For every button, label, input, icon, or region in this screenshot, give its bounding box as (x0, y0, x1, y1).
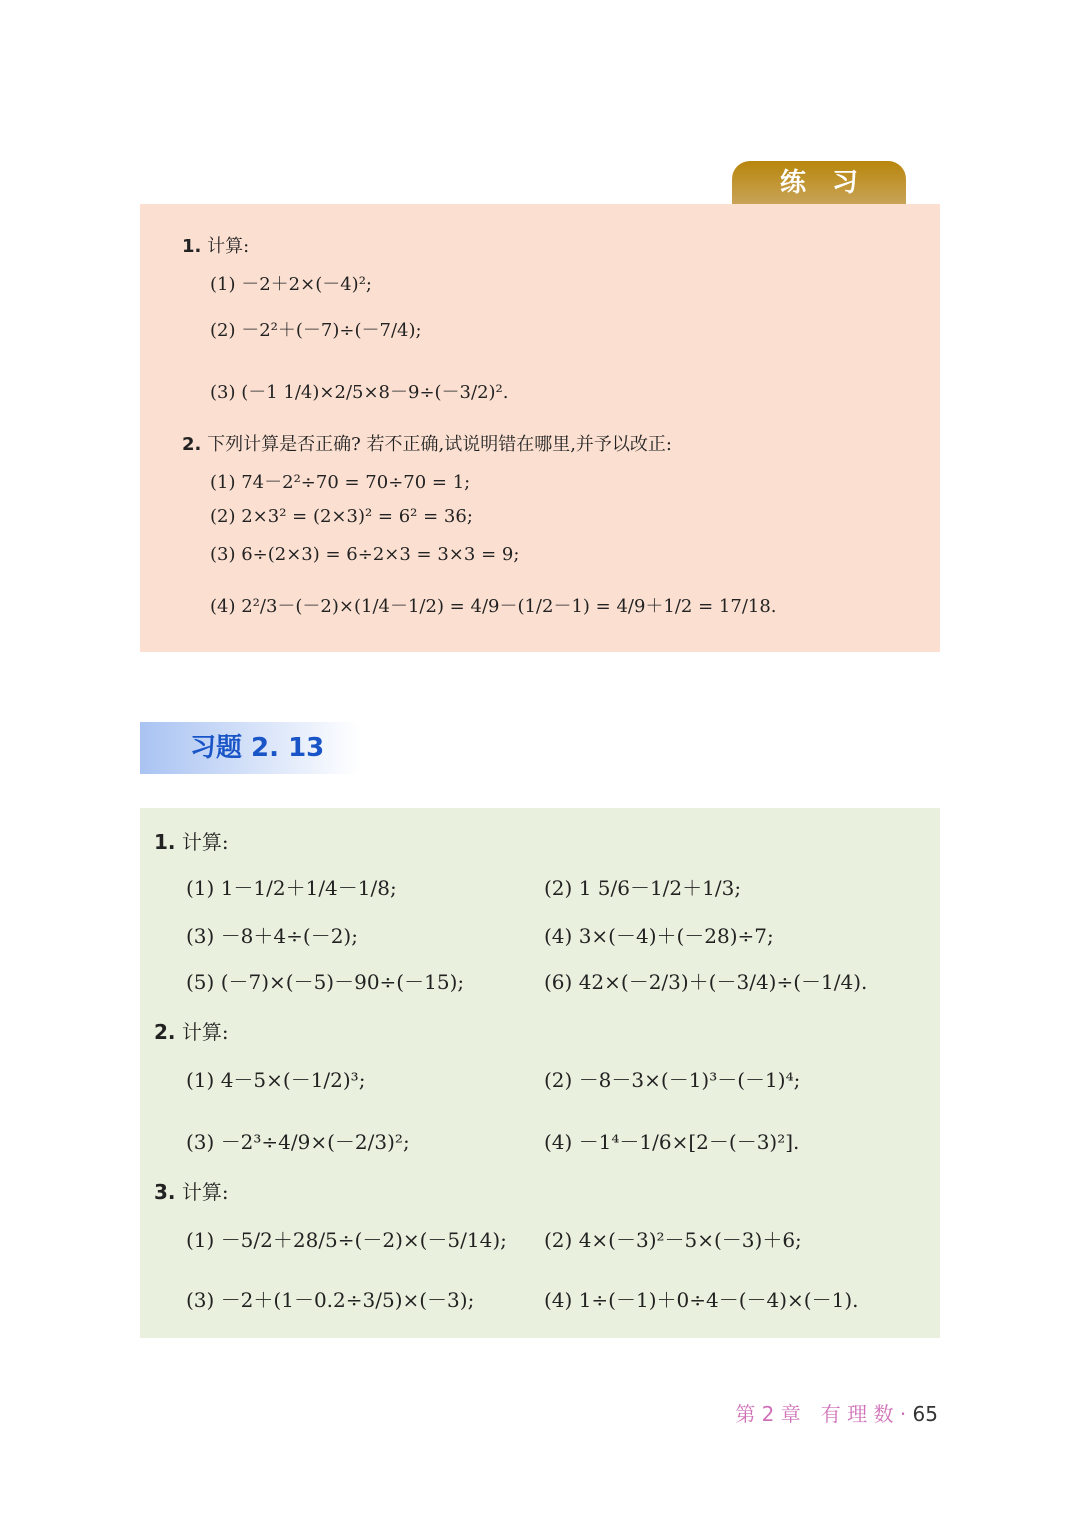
practice-item-2-title: 2. 下列计算是否正确? 若不正确,试说明错在哪里,并予以改正: (182, 434, 672, 455)
practice-2-3: (3) 6÷(2×3) = 6÷2×3 = 3×3 = 9; (210, 544, 520, 565)
ex-item-2-title: 2. 计算: (154, 1020, 229, 1044)
ex-1-4: (4) 3×(－4)＋(－28)÷7; (544, 924, 774, 948)
ex-3-3: (3) －2＋(1－0.2÷3/5)×(－3); (186, 1288, 475, 1312)
ex-1-6: (6) 42×(－2/3)＋(－3/4)÷(－1/4). (544, 970, 868, 994)
ex-1-5: (5) (－7)×(－5)－90÷(－15); (186, 970, 465, 994)
ex-1-1: (1) 1－1/2＋1/4－1/8; (186, 876, 397, 900)
practice-1-2: (2) －2²＋(－7)÷(－7/4); (210, 320, 422, 341)
ex-2-4: (4) －1⁴－1/6×[2－(－3)²]. (544, 1130, 800, 1154)
chapter-label: 第 2 章 有 理 数 · (735, 1402, 907, 1426)
ex-item-1-title: 1. 计算: (154, 830, 229, 854)
practice-2-1: (1) 74－2²÷70 = 70÷70 = 1; (210, 472, 471, 493)
page-number: 65 (912, 1402, 938, 1426)
exercise-box (140, 808, 940, 1338)
practice-tab: 练 习 (732, 161, 906, 205)
practice-item-1-title: 1. 计算: (182, 236, 250, 257)
ex-3-4: (4) 1÷(－1)＋0÷4－(－4)×(－1). (544, 1288, 859, 1312)
practice-1-1: (1) －2＋2×(－4)²; (210, 274, 372, 295)
practice-box (140, 204, 940, 652)
ex-3-2: (2) 4×(－3)²－5×(－3)＋6; (544, 1228, 802, 1252)
ex-2-3: (3) －2³÷4/9×(－2/3)²; (186, 1130, 410, 1154)
page-footer (735, 1398, 938, 1427)
ex-item-3-title: 3. 计算: (154, 1180, 229, 1204)
ex-3-1: (1) －5/2＋28/5÷(－2)×(－5/14); (186, 1228, 507, 1252)
ex-2-2: (2) －8－3×(－1)³－(－1)⁴; (544, 1068, 801, 1092)
practice-1-3: (3) (－1 1/4)×2/5×8－9÷(－3/2)². (210, 382, 509, 403)
ex-2-1: (1) 4－5×(－1/2)³; (186, 1068, 366, 1092)
practice-2-4: (4) 2²/3－(－2)×(1/4－1/2) = 4/9－(1/2－1) = 4/9＋1/2 = 17/18. (210, 596, 777, 617)
ex-1-3: (3) －8＋4÷(－2); (186, 924, 358, 948)
practice-2-2: (2) 2×3² = (2×3)² = 6² = 36; (210, 506, 473, 527)
ex-1-2: (2) 1 5/6－1/2＋1/3; (544, 876, 742, 900)
exercise-title: 习题 2. 13 (140, 722, 360, 774)
